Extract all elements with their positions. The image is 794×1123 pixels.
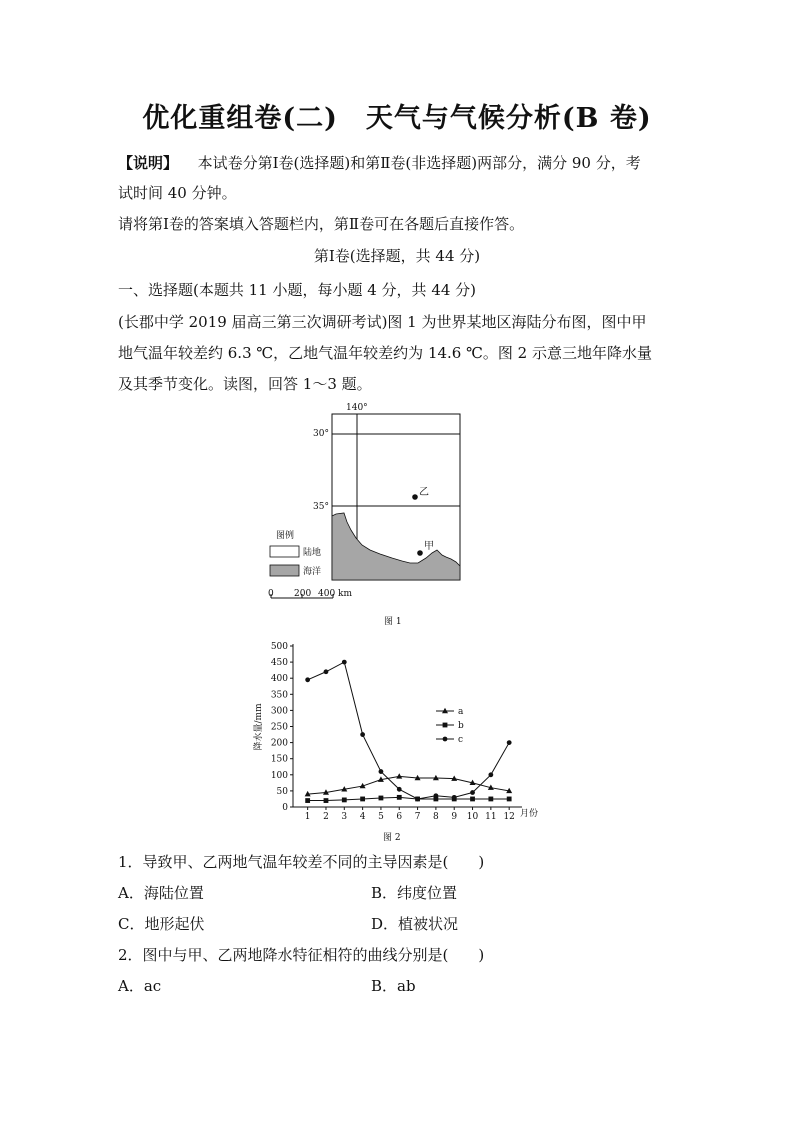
x-axis-label: 月份 [520,809,539,819]
x-tick-label: 4 [359,812,366,822]
lat-label-mid: 35° [313,502,329,512]
y-tick-label: 150 [270,754,288,765]
lat-label-top: 30° [313,429,329,439]
y-tick-label: 350 [270,690,288,701]
precip-chart [240,636,560,846]
intro-line2: 地气温年较差约 6.3 ℃，乙地气温年较差约为 14.6 ℃。图 2 示意三地年降水量 [118,344,652,362]
x-tick-label: 6 [396,812,403,822]
chart-legend [436,707,464,745]
series-b-point [470,797,475,802]
q2-option-b: B．ab [371,977,416,995]
figure1-caption: 图 1 [384,617,402,627]
series-a-point [396,773,402,778]
y-tick-label: 300 [270,706,288,717]
point-yi-marker [412,494,418,500]
series-a-line [308,776,510,794]
series-b-point [360,797,365,802]
series-b-point [507,797,512,802]
point-jia-marker [417,550,423,556]
series-c-point [342,660,347,665]
x-tick-label: 5 [378,812,384,822]
x-tick-label: 2 [323,812,329,822]
legend-b-marker [443,723,448,728]
legend-land-label: 陆地 [303,548,322,558]
y-tick-label: 500 [270,642,288,652]
figure2-caption: 图 2 [383,833,401,843]
series-c-point [415,797,420,802]
legend-a-label: a [458,707,464,717]
series-b-point [342,798,347,803]
y-tick-label: 400 [270,674,288,685]
series-c-point [470,790,475,795]
x-tick-label: 11 [485,812,497,822]
legend-c-label: c [458,735,464,745]
q1-option-b: B．纬度位置 [371,884,458,902]
series-b-line [308,797,510,800]
q1-option-d: D．植被状况 [371,915,459,933]
x-tick-label: 12 [503,812,515,822]
x-tick-label: 8 [433,812,439,822]
lon-label: 140° [346,403,368,413]
y-tick-label: 100 [270,770,288,781]
x-tick-label: 7 [414,812,421,822]
series-b-point [488,797,493,802]
instructions-text1: 本试卷分第Ⅰ卷(选择题)和第Ⅱ卷(非选择题)两部分，满分 90 分，考 [197,154,641,172]
q1-option-a: A．海陆位置 [118,884,204,902]
question-2: 2．图中与甲、乙两地降水特征相符的曲线分别是( ) [118,946,485,964]
series-c-point [397,787,402,792]
series-c-point [324,669,329,674]
series-c-point [488,772,493,777]
y-tick-label: 450 [270,658,288,669]
scale-label-400: 400 km [318,589,353,599]
page-title: 优化重组卷(二) 天气与气候分析(B 卷) [142,103,652,134]
series-c-point [507,740,512,745]
instructions-tag: 【说明】 [118,154,179,172]
legend-land-swatch [270,546,299,557]
point-jia-label: 甲 [424,541,434,552]
legend-title: 图例 [276,531,295,541]
y-tick-label: 250 [270,722,288,733]
section1-title: 一、选择题(本题共 11 小题，每小题 4 分，共 44 分) [118,281,477,299]
instructions-line3: 请将第Ⅰ卷的答案填入答题栏内，第Ⅱ卷可在各题后直接作答。 [118,215,525,233]
y-tick-label: 200 [270,738,288,749]
series-c-point [360,732,365,737]
legend-b-label: b [458,721,464,731]
y-tick-label: 50 [276,786,288,797]
legend-sea-swatch [270,565,299,576]
part1-title: 第Ⅰ卷(选择题，共 44 分) [313,247,481,265]
legend-c-marker [443,737,448,742]
series-b-point [379,796,384,801]
x-tick-label: 3 [341,812,348,822]
point-yi-label: 乙 [419,487,429,498]
series-b-point [305,798,310,803]
series-b-point [397,795,402,800]
series-c-point [379,769,384,774]
instructions-line2: 试时间 40 分钟。 [118,184,237,202]
scale-label-0: 0 [268,589,274,599]
y-tick-label: 0 [282,803,288,813]
scale-label-200: 200 [294,589,312,599]
question-1: 1．导致甲、乙两地气温年较差不同的主导因素是( ) [118,853,485,871]
series-c-point [452,795,457,800]
intro-line1: (长郡中学 2019 届高三第三次调研考试)图 1 为世界某地区海陆分布图，图中甲 [118,313,647,331]
y-axis-label: 降水量/mm [254,703,264,751]
intro-line3: 及其季节变化。读图，回答 1～3 题。 [118,375,372,393]
series-b-point [324,798,329,803]
q2-option-a: A．ac [118,977,162,995]
series-c-line [308,662,510,799]
legend-sea-label: 海洋 [303,567,322,577]
series-c-point [305,677,310,682]
series-c-point [433,793,438,798]
x-tick-label: 10 [466,812,479,822]
x-tick-label: 9 [451,812,458,822]
x-tick-label: 1 [304,812,311,822]
q1-option-c: C．地形起伏 [118,915,205,933]
